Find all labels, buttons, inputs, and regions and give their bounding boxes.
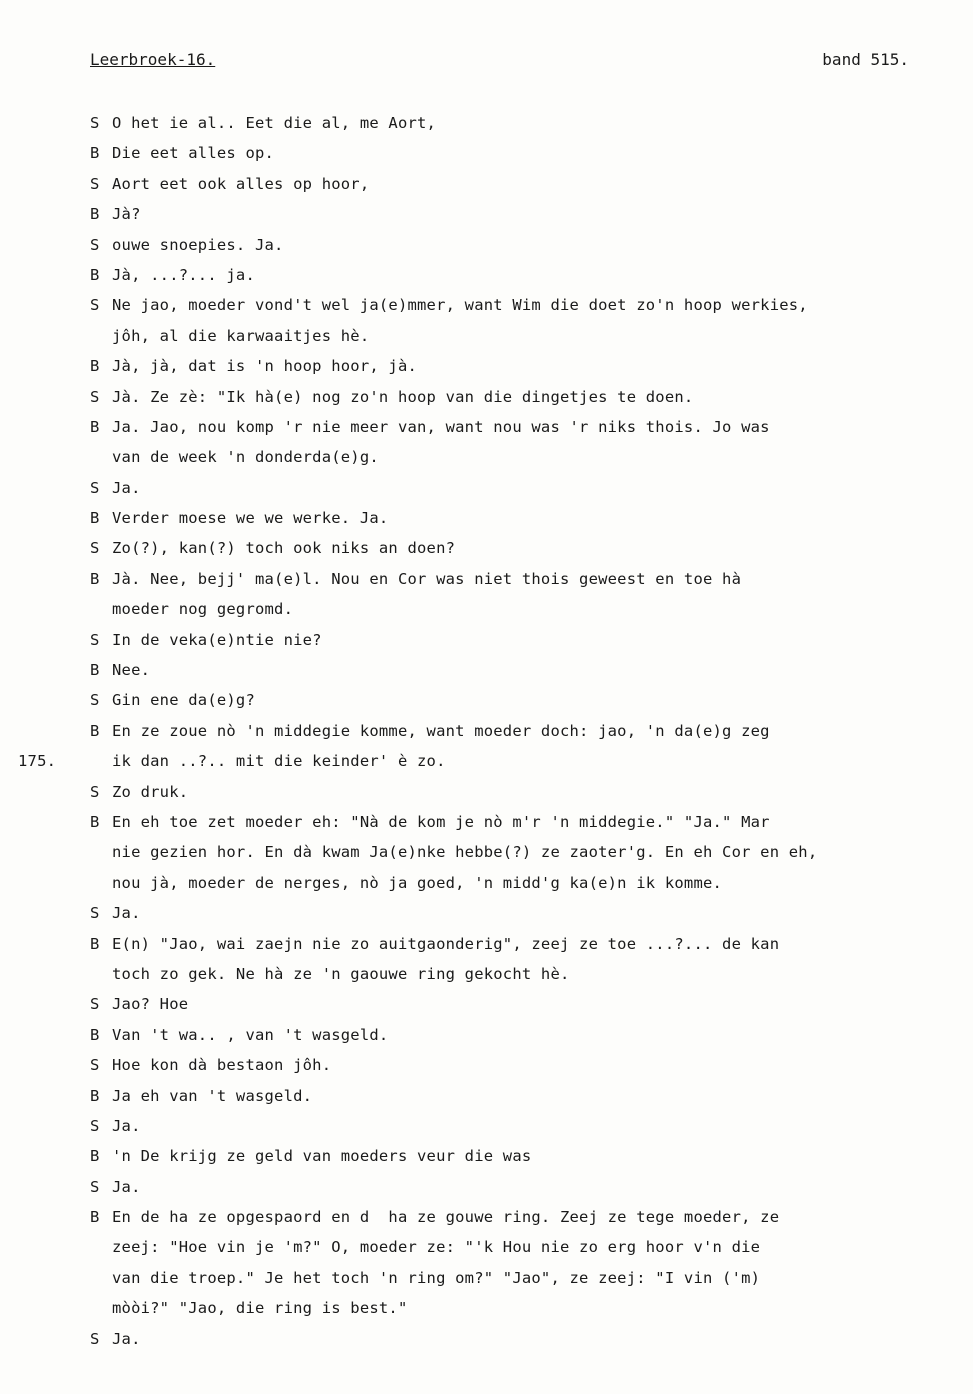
transcript-line xyxy=(90,807,950,837)
utterance-text: ik dan ..?.. mit die keinder' è zo. xyxy=(112,752,446,771)
transcript-line xyxy=(90,989,950,1019)
band-number: band 515. xyxy=(822,50,909,69)
utterance-text: van die troep." Je het toch 'n ring om?" "Jao", ze zeej: "I vin ('m) xyxy=(112,1268,761,1287)
utterance-text: Ne jao, moeder vond't wel ja(e)mmer, want Wim die doet zo'n hoop werkies, xyxy=(112,296,808,315)
speaker-label: B xyxy=(90,1208,100,1227)
speaker-label: S xyxy=(90,1116,100,1135)
transcript-line xyxy=(90,108,950,138)
document-title: Leerbroek-16. xyxy=(90,50,216,69)
speaker-label: B xyxy=(90,1147,100,1166)
transcript-line xyxy=(90,169,950,199)
speaker-label: S xyxy=(90,296,100,315)
utterance-text: O het ie al.. Eet die al, me Aort, xyxy=(112,114,437,132)
transcript-line xyxy=(90,564,950,594)
utterance-text: Ja. xyxy=(112,904,141,923)
utterance-text: mòòi?" "Jao, die ring is best." xyxy=(112,1299,408,1318)
utterance-text: Hoe kon dà bestaon jôh. xyxy=(112,1056,332,1075)
utterance-text: Nee. xyxy=(112,661,151,680)
utterance-text: En ze zoue nò 'n middegie komme, want moeder doch: jao, 'n da(e)g zeg xyxy=(112,721,770,740)
speaker-label: B xyxy=(90,265,100,284)
speaker-label: S xyxy=(90,387,100,406)
speaker-label: B xyxy=(90,721,100,740)
speaker-label: B xyxy=(90,569,100,588)
utterance-text: Die eet alles op. xyxy=(112,144,275,163)
transcript-line xyxy=(90,837,950,867)
utterance-text: Jà. Nee, bejj' ma(e)l. Nou en Cor was niet thois geweest en toe hà xyxy=(112,569,742,588)
speaker-label: B xyxy=(90,661,100,680)
transcript-line xyxy=(90,230,950,260)
transcript-line xyxy=(90,1050,950,1080)
transcript-line xyxy=(90,1020,950,1050)
transcript-line xyxy=(90,442,950,472)
transcript-line xyxy=(90,1293,950,1323)
speaker-label: B xyxy=(90,144,100,163)
speaker-label: S xyxy=(90,1177,100,1196)
transcript-line xyxy=(90,929,950,959)
transcript-line xyxy=(90,1263,950,1293)
speaker-label: S xyxy=(90,691,100,710)
utterance-text: Jà, jà, dat is 'n hoop hoor, jà. xyxy=(112,357,418,376)
speaker-label: S xyxy=(90,630,100,649)
speaker-label: B xyxy=(90,417,100,436)
utterance-text: En de ha ze opgespaord en d ha ze gouwe ring. Zeej ze tege moeder, ze xyxy=(112,1208,780,1227)
utterance-text: Jà, ...?... ja. xyxy=(112,265,255,284)
utterance-text: Van 't wa.. , van 't wasgeld. xyxy=(112,1025,389,1044)
utterance-text: En eh toe zet moeder eh: "Nà de kom je nò m'r 'n middegie." "Ja." Mar xyxy=(112,812,770,831)
transcript-line xyxy=(90,716,950,746)
utterance-text: E(n) "Jao, wai zaejn nie zo auitgaonderig", zeej ze toe ...?... de kan xyxy=(112,934,780,953)
utterance-text: Verder moese we we werke. Ja. xyxy=(112,509,389,528)
transcript-line xyxy=(90,1081,950,1111)
utterance-text: 'n De krijg ze geld van moeders veur die was xyxy=(112,1147,532,1166)
speaker-label: B xyxy=(90,357,100,376)
speaker-label: B xyxy=(90,1025,100,1044)
transcript-line xyxy=(90,959,950,989)
transcript-line xyxy=(90,685,950,715)
speaker-label: S xyxy=(90,782,100,801)
transcript-line xyxy=(90,1141,950,1171)
transcript xyxy=(18,108,950,1354)
utterance-text: ouwe snoepies. Ja. xyxy=(112,235,284,254)
transcript-line xyxy=(90,655,950,685)
utterance-text: Jà? xyxy=(112,205,141,224)
utterance-text: Jao? Hoe xyxy=(112,995,189,1014)
utterance-text: Ja. xyxy=(112,1177,141,1196)
speaker-label: S xyxy=(90,114,100,132)
speaker-label: S xyxy=(90,478,100,497)
utterance-text: Ja. xyxy=(112,478,141,497)
transcript-line xyxy=(90,382,950,412)
utterance-text: zeej: "Hoe vin je 'm?" O, moeder ze: "'k Hou nie zo erg hoor v'n die xyxy=(112,1238,761,1257)
transcript-line xyxy=(90,199,950,229)
utterance-text: jôh, al die karwaaitjes hè. xyxy=(112,326,370,345)
transcript-line xyxy=(90,1202,950,1232)
utterance-text: Ja eh van 't wasgeld. xyxy=(112,1086,313,1105)
speaker-label: S xyxy=(90,1056,100,1075)
transcript-line xyxy=(90,1324,950,1354)
transcript-line xyxy=(90,138,950,168)
utterance-text: Gin ene da(e)g? xyxy=(112,691,255,710)
utterance-text: moeder nog gegromd. xyxy=(112,600,294,619)
utterance-text: Jà. Ze zè: "Ik hà(e) nog zo'n hoop van die dingetjes te doen. xyxy=(112,387,694,406)
transcript-line xyxy=(90,625,950,655)
transcript-line xyxy=(90,290,950,320)
transcript-line xyxy=(90,533,950,563)
transcript-line xyxy=(90,1172,950,1202)
speaker-label: B xyxy=(90,934,100,953)
utterance-text: Zo(?), kan(?) toch ook niks an doen? xyxy=(112,539,456,558)
transcript-line xyxy=(90,777,950,807)
utterance-text: Zo druk. xyxy=(112,782,189,801)
speaker-label: S xyxy=(90,235,100,254)
speaker-label: B xyxy=(90,509,100,528)
speaker-label: S xyxy=(90,1329,100,1348)
transcript-line xyxy=(90,503,950,533)
transcript-line xyxy=(90,351,950,381)
speaker-label: S xyxy=(90,539,100,558)
speaker-label: B xyxy=(90,812,100,831)
transcript-line xyxy=(90,1232,950,1262)
utterance-text: Aort eet ook alles op hoor, xyxy=(112,174,370,193)
transcript-line xyxy=(90,868,950,898)
transcript-line xyxy=(18,746,950,776)
speaker-label: S xyxy=(90,174,100,193)
utterance-text: van de week 'n donderda(e)g. xyxy=(112,448,379,467)
transcript-line xyxy=(90,412,950,442)
transcript-line xyxy=(90,1111,950,1141)
utterance-text: In de veka(e)ntie nie? xyxy=(112,630,322,649)
transcript-line xyxy=(90,260,950,290)
utterance-text: Ja. xyxy=(112,1116,141,1135)
transcript-line xyxy=(90,594,950,624)
margin-line-number: 175. xyxy=(18,752,57,771)
speaker-label: B xyxy=(90,1086,100,1105)
utterance-text: Ja. xyxy=(112,1329,141,1348)
utterance-text: toch zo gek. Ne hà ze 'n gaouwe ring gekocht hè. xyxy=(112,964,570,983)
speaker-label: S xyxy=(90,995,100,1014)
transcript-line xyxy=(90,473,950,503)
transcript-line xyxy=(90,321,950,351)
transcript-line xyxy=(90,898,950,928)
utterance-text: Ja. Jao, nou komp 'r nie meer van, want nou was 'r niks thois. Jo was xyxy=(112,417,770,436)
speaker-label: B xyxy=(90,205,100,224)
utterance-text: nie gezien hor. En dà kwam Ja(e)nke hebbe(?) ze zaoter'g. En eh Cor en eh, xyxy=(112,843,818,862)
speaker-label: S xyxy=(90,904,100,923)
utterance-text: nou jà, moeder de nerges, nò ja goed, 'n midd'g ka(e)n ik komme. xyxy=(112,873,723,892)
